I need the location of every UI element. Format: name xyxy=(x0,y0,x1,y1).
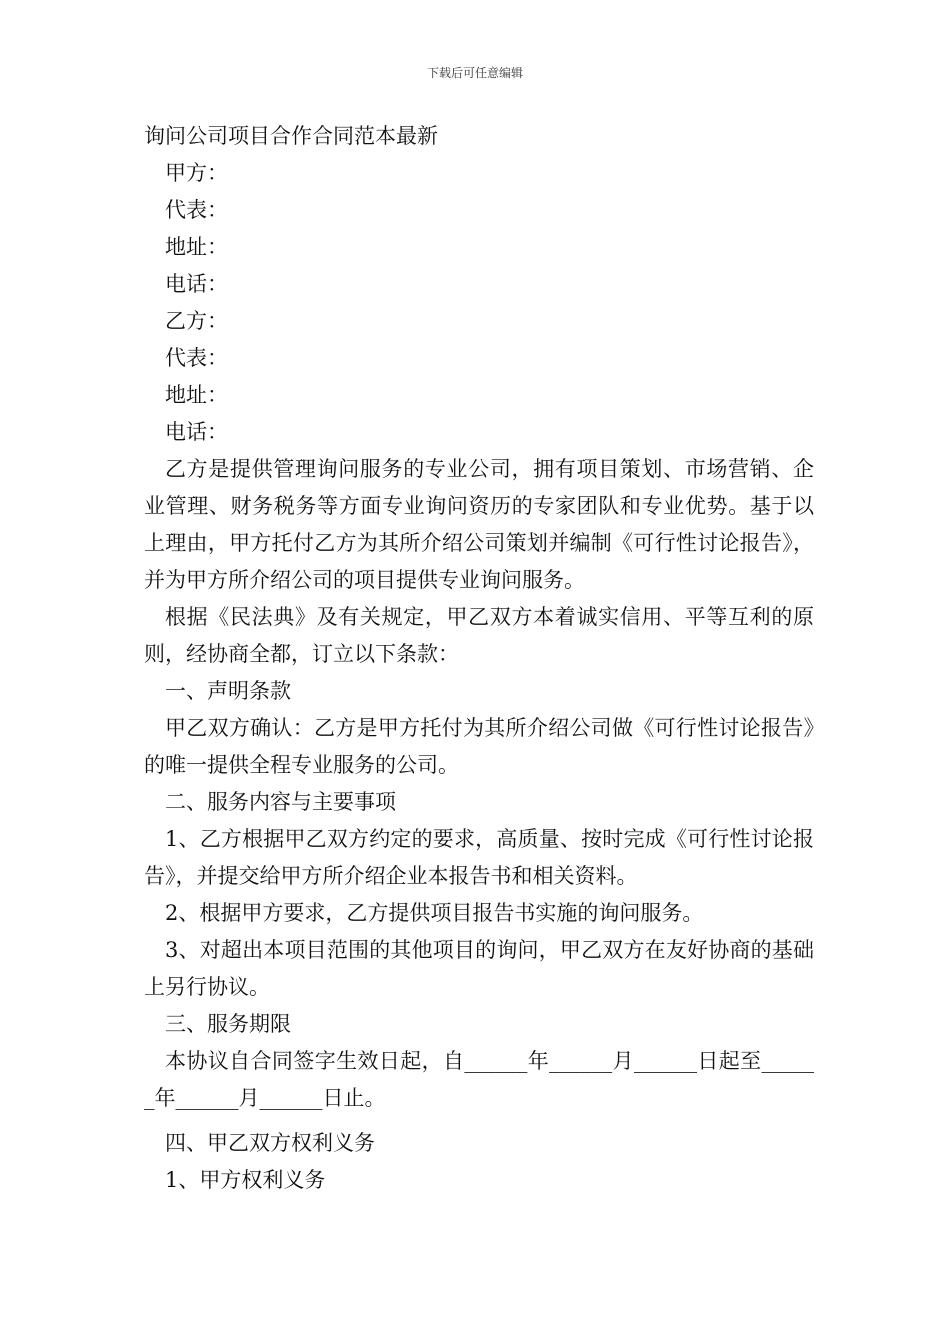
service-item-3: 3、对超出本项目范围的其他项目的询问，甲乙双方在友好协商的基础上另行协议。 xyxy=(144,938,814,999)
section-heading-rights: 四、甲乙双方权利义务 xyxy=(165,1131,375,1155)
section-heading-services: 二、服务内容与主要事项 xyxy=(165,790,396,814)
term-paragraph: 本协议自合同签字生效日起，自______年______月______日起至______年______月______日止。 xyxy=(144,1049,814,1110)
document-title: 询问公司项目合作合同范本最新 xyxy=(144,124,438,148)
party-b-label: 乙方： xyxy=(165,309,228,333)
basis-paragraph: 根据《民法典》及有关规定，甲乙双方本着诚实信用、平等互利的原则，经协商全都，订立以下条款： xyxy=(144,605,814,666)
service-item-1: 1、乙方根据甲乙双方约定的要求，高质量、按时完成《可行性讨论报告》，并提交给甲方所介绍企业本报告书和相关资料。 xyxy=(144,827,814,888)
party-a-label: 甲方： xyxy=(165,161,228,185)
document-body xyxy=(144,118,814,1199)
declaration-paragraph: 甲乙双方确认：乙方是甲方托付为其所介绍公司做《可行性讨论报告》的唯一提供全程专业服务的公司。 xyxy=(144,716,814,777)
intro-paragraph: 乙方是提供管理询问服务的专业公司，拥有项目策划、市场营销、企业管理、财务税务等方面专业询问资历的专家团队和专业优势。基于以上理由，甲方托付乙方为其所介绍公司策划并编制《可行性讨论报告》，并为甲方所介绍公司的项目提供专业询问服务。 xyxy=(144,457,814,592)
party-a-address: 地址： xyxy=(165,235,228,259)
party-b-phone: 电话： xyxy=(165,420,228,444)
service-item-2: 2、根据甲方要求，乙方提供项目报告书实施的询问服务。 xyxy=(165,901,704,925)
party-a-representative: 代表： xyxy=(165,198,228,222)
section-heading-declaration: 一、声明条款 xyxy=(165,679,291,703)
page-header: 下载后可任意编辑 xyxy=(426,66,523,80)
party-a-phone: 电话： xyxy=(165,272,228,296)
section-heading-term: 三、服务期限 xyxy=(165,1012,291,1036)
rights-item-1: 1、甲方权利义务 xyxy=(165,1168,326,1192)
party-b-representative: 代表： xyxy=(165,346,228,370)
party-b-address: 地址： xyxy=(165,383,228,407)
